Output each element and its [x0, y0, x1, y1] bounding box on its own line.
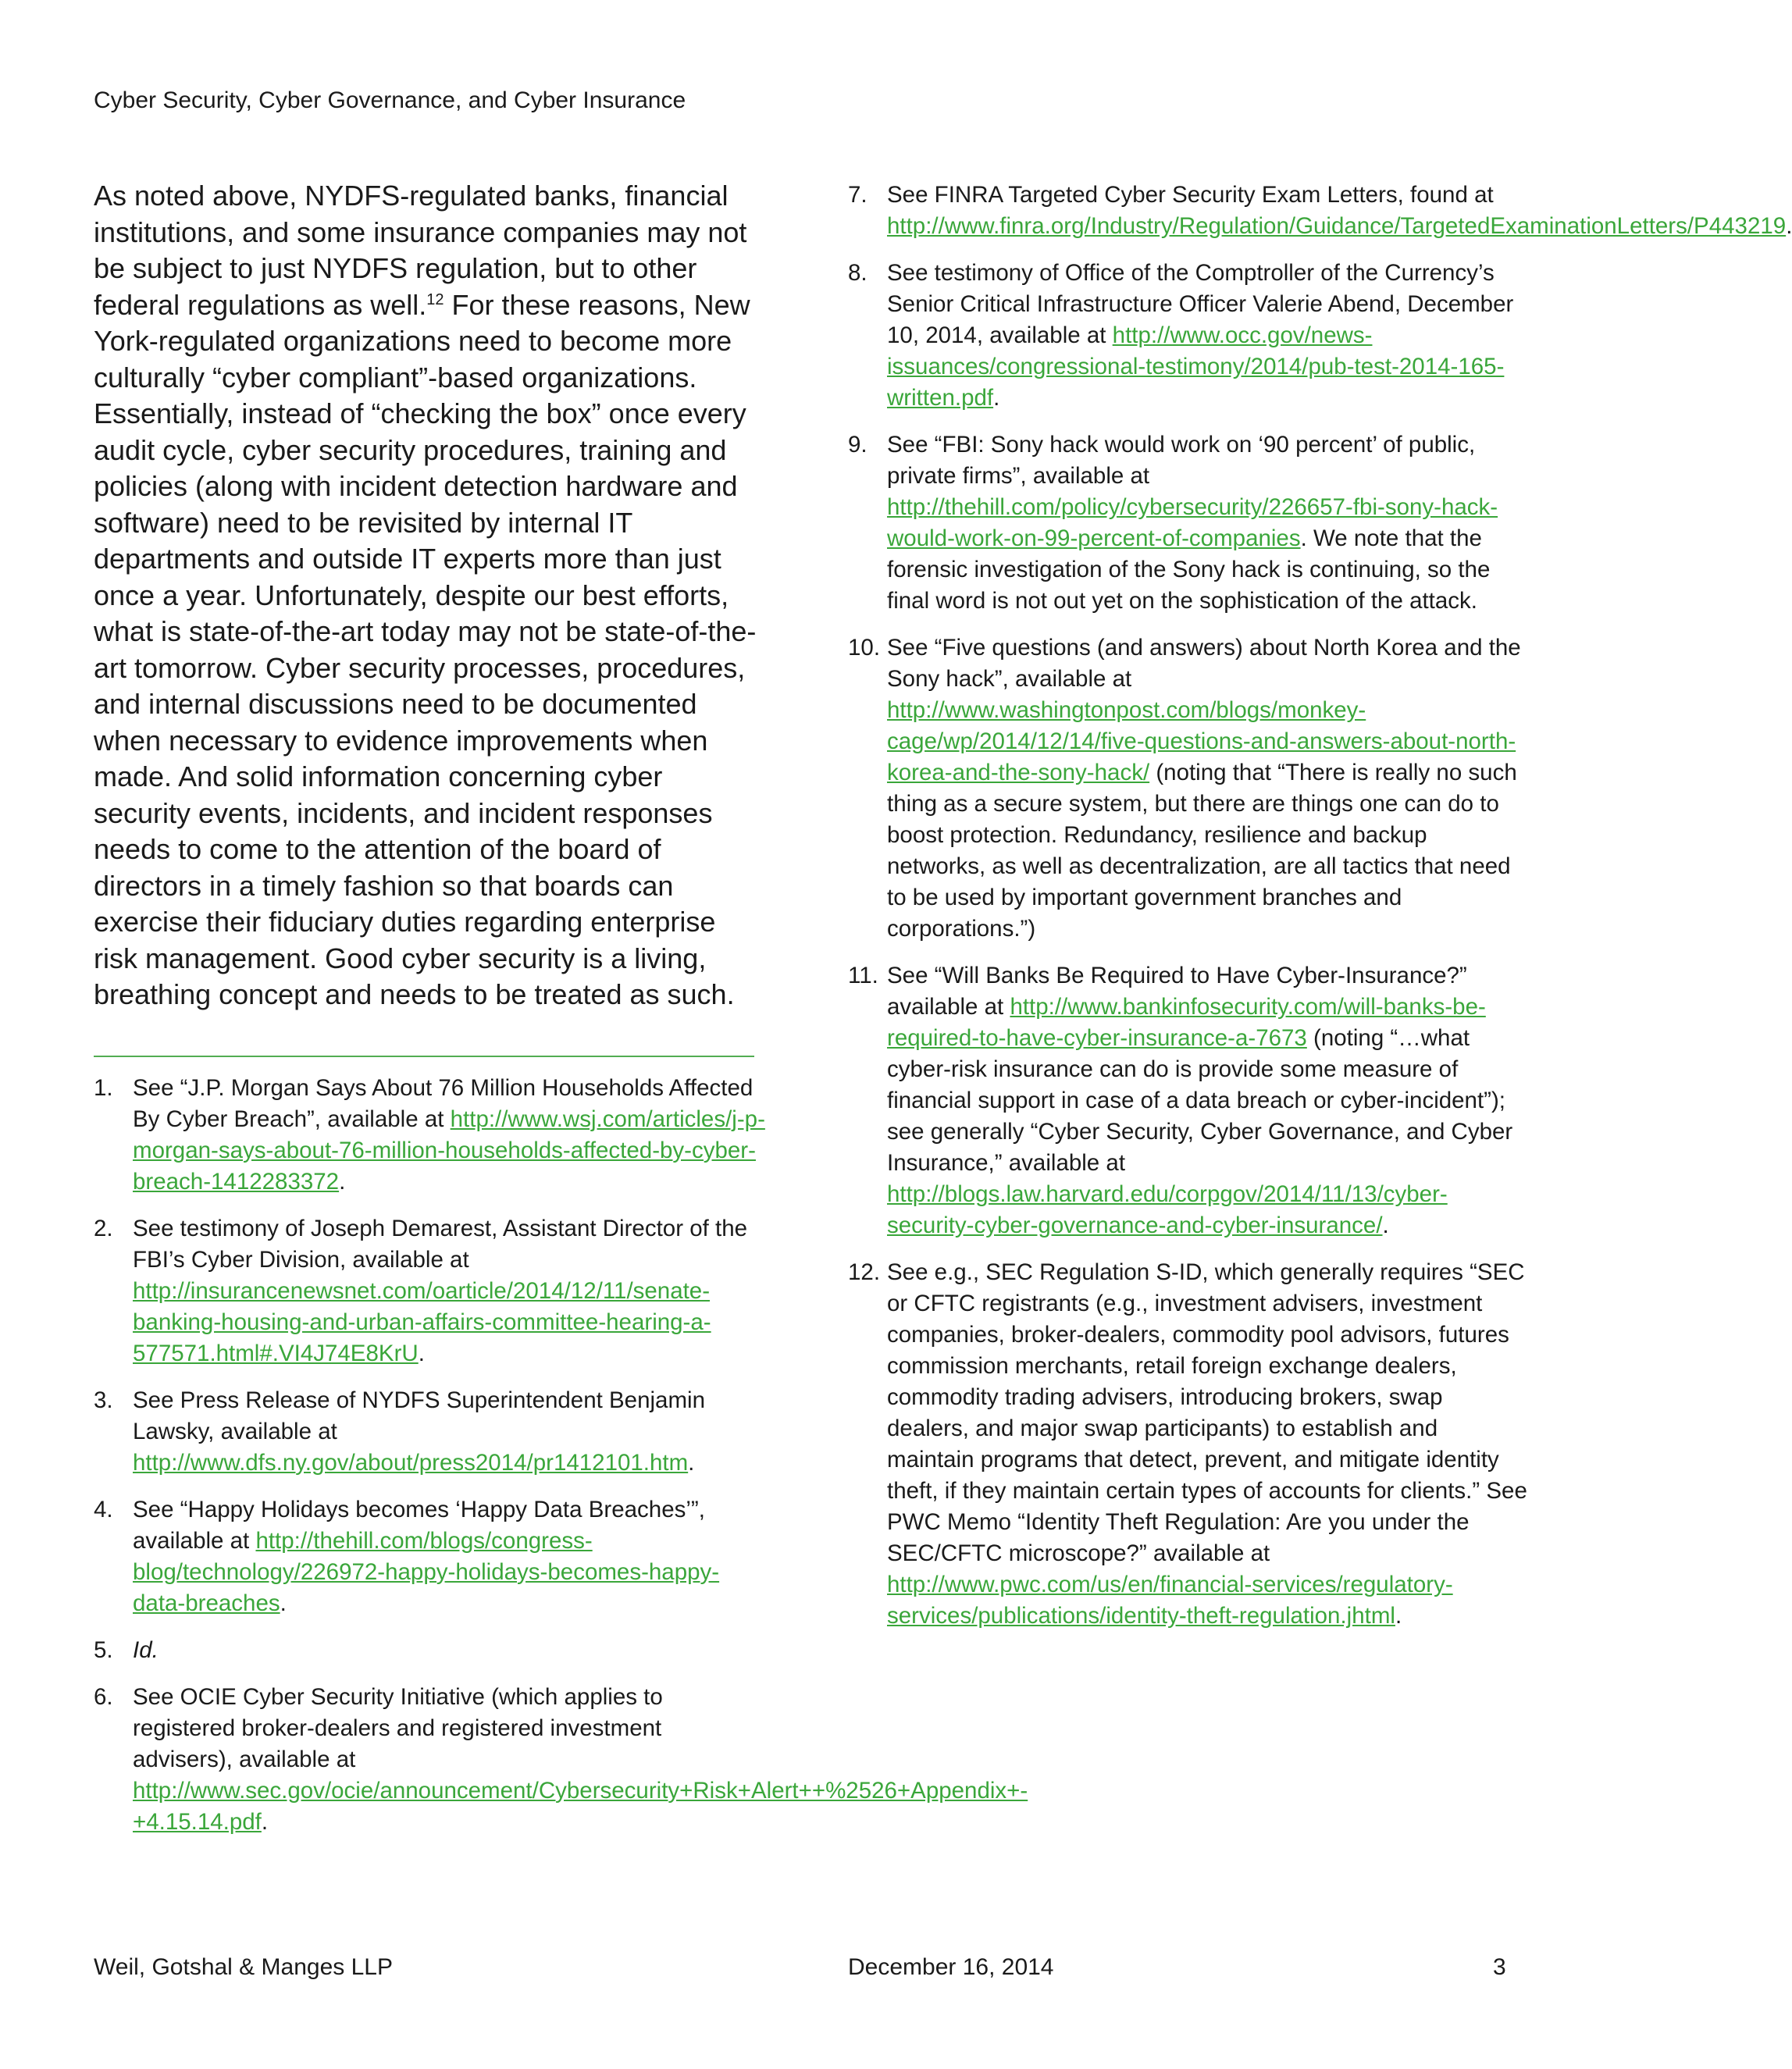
footnote-number: 2.: [94, 1215, 113, 1241]
footnote-11: [848, 960, 1527, 1241]
footnote-number: 9.: [848, 432, 867, 458]
footnote-text-end: .: [339, 1168, 346, 1195]
footnote-number: 5.: [94, 1636, 113, 1663]
footnote-text: See OCIE Cyber Security Initiative (which applies to registered broker-dealers and registered investment advisers), available at: [133, 1683, 663, 1772]
footer-date: December 16, 2014: [848, 1954, 1054, 1980]
footnote-text: See “FBI: Sony hack would work on ‘90 percent’ of public, private firms”, available at: [887, 432, 1476, 489]
footnote-text-end: .: [688, 1449, 695, 1476]
footnote-number: 10.: [848, 635, 881, 661]
footnote-text-end: (noting that “There is really no such thing as a secure system, but there are things one can do to boost protection. Redundancy, resilience and backup networks, as well as decentralization, are all tactics that need to be used by important government branches and corporations.”): [887, 760, 1517, 942]
footnote-text-mid: (noting “…what cyber-risk insurance can do is provide some measure of financial support in case of a data breach or cyber-incident”); see generally “Cyber Security, Cyber Governance, and Cyber Insurance,” available at: [887, 1025, 1513, 1176]
footnote-link[interactable]: http://www.occ.gov/news-issuances/congressional-testimony/2014/pub-test-2014-165-written.pdf: [887, 322, 1505, 411]
footnote-12: [848, 1257, 1527, 1632]
body-text-b: For these reasons, New York-regulated organizations need to become more culturally “cyber compliant”-based organizations. Essentially, instead of “checking the box” once every audit cycle, cyber security procedures, training and policies (along with incident detection hardware and software) need to be revisited by internal IT departments and outside IT experts more than just once a year. Unfortunately, despite our best efforts, what is state-of-the-art today may not be state-of-the-art tomorrow. Cyber security processes, procedures, and internal discussions need to be documented when necessary to evidence improvements when made. And solid information concerning cyber security events, incidents, and incident responses needs to come to the attention of the board of directors in a timely fashion so that boards can exercise their fiduciary duties regarding enterprise risk management. Good cyber security is a living, breathing concept and needs to be treated as such.: [94, 288, 757, 1010]
footnote-5: [94, 1635, 765, 1666]
footnote-text: See “Happy Holidays becomes ‘Happy Data Breaches’”, available at: [133, 1496, 705, 1554]
footnote-text-end: .: [1786, 213, 1792, 239]
body-paragraph: [94, 178, 765, 1013]
footnote-link[interactable]: http://www.pwc.com/us/en/financial-services/regulatory-services/publications/identity-theft-regulation.jhtml: [887, 1572, 1453, 1629]
footnote-text-end: .: [1382, 1213, 1389, 1238]
footnote-text-end: .: [1395, 1603, 1402, 1629]
footnote-8: [848, 258, 1527, 414]
footer-firm-name: Weil, Gotshal & Manges LLP: [94, 1954, 393, 1980]
footnote-number: 8.: [848, 260, 867, 286]
footnote-4: [94, 1494, 765, 1619]
footnote-link[interactable]: http://thehill.com/blogs/congress-blog/technology/226972-happy-holidays-becomes-happy-data-breaches: [133, 1527, 720, 1616]
footnote-2: [94, 1213, 765, 1369]
footnote-link[interactable]: http://www.sec.gov/ocie/announcement/Cybersecurity+Risk+Alert++%2526+Appendix+-+4.15.14.pdf: [133, 1777, 1028, 1835]
footnote-link[interactable]: http://www.washingtonpost.com/blogs/monkey-cage/wp/2014/12/14/five-questions-and-answers-about-north-korea-and-the-sony-hack/: [887, 697, 1516, 785]
footnotes-right: [848, 180, 1792, 1647]
footnote-text-end: .: [280, 1590, 287, 1616]
footnote-link[interactable]: http://www.bankinfosecurity.com/will-banks-be-required-to-have-cyber-insurance-a-7673: [887, 994, 1486, 1051]
footnote-text: See Press Release of NYDFS Superintendent Benjamin Lawsky, available at: [133, 1387, 705, 1444]
footnote-id-text: Id.: [133, 1636, 159, 1663]
footnotes-left: [94, 1073, 1028, 1838]
footnote-link[interactable]: http://www.dfs.ny.gov/about/press2014/pr1412101.htm: [133, 1449, 689, 1476]
footnote-6: [94, 1682, 1028, 1838]
footnote-divider: [94, 1056, 754, 1057]
footnote-10: [848, 632, 1527, 945]
body-text-a: As noted above, NYDFS-regulated banks, financial institutions, and some insurance companies may not be subject to just NYDFS regulation, but to other federal regulations as well.: [94, 180, 747, 321]
footnote-text: See testimony of Office of the Comptroller of the Currency’s Senior Critical Infrastructure Officer Valerie Abend, December 10, 2014, available at: [887, 260, 1514, 348]
left-column: [94, 178, 1028, 1854]
footnote-9: [848, 429, 1527, 617]
footnote-3: [94, 1385, 765, 1479]
footnote-7: [848, 180, 1792, 242]
footnote-text-end: .: [993, 385, 1000, 411]
footnote-number: 7.: [848, 182, 867, 208]
footnote-number: 4.: [94, 1496, 113, 1522]
footnote-text: See FINRA Targeted Cyber Security Exam Letters, found at: [887, 182, 1494, 208]
footnote-number: 1.: [94, 1074, 113, 1101]
footnote-number: 6.: [94, 1683, 113, 1710]
footnote-text-end: .: [261, 1808, 269, 1835]
footnote-ref: 12: [426, 290, 444, 308]
footnote-text-end: . We note that the forensic investigation of the Sony hack is continuing, so the final word is not out yet on the sophistication of the attack.: [887, 525, 1491, 614]
footnote-1: [94, 1073, 765, 1198]
footnote-text: See e.g., SEC Regulation S-ID, which generally requires “SEC or CFTC registrants (e.g., investment advisers, investment companies, broker-dealers, commodity pool advisors, futures commission merchants, retail foreign exchange dealers, commodity trading advisers, introducing brokers, swap dealers, and major swap participants) to establish and maintain programs that detect, prevent, and mitigate identity theft, if they maintain certain types of accounts for clients.” See PWC Memo “Identity Theft Regulation: Are you under the SEC/CFTC microscope?” available at: [887, 1259, 1527, 1566]
footnote-text: See “Five questions (and answers) about North Korea and the Sony hack”, available at: [887, 635, 1521, 692]
footnote-link[interactable]: http://www.wsj.com/articles/j-p-morgan-says-about-76-million-households-affected-by-cyber-breach-1412283372: [133, 1106, 765, 1195]
footnote-text-end: .: [418, 1340, 425, 1366]
footnote-link-2[interactable]: http://blogs.law.harvard.edu/corpgov/2014/11/13/cyber-security-cyber-governance-and-cyber-insurance/: [887, 1181, 1448, 1238]
footnote-number: 11.: [848, 963, 878, 988]
footnote-link[interactable]: http://www.finra.org/Industry/Regulation/Guidance/TargetedExaminationLetters/P443219: [887, 213, 1787, 239]
footnote-text: See testimony of Joseph Demarest, Assistant Director of the FBI’s Cyber Division, available at: [133, 1215, 748, 1273]
footnote-link[interactable]: http://thehill.com/policy/cybersecurity/226657-fbi-sony-hack-would-work-on-99-percent-of-companies: [887, 494, 1498, 551]
page-number: 3: [1493, 1954, 1506, 1980]
footnote-link[interactable]: http://insurancenewsnet.com/oarticle/2014/12/11/senate-banking-housing-and-urban-affairs-committee-hearing-a-577571.html#.VI4J74E8KrU: [133, 1277, 711, 1366]
footnote-number: 12.: [848, 1259, 881, 1285]
running-header: Cyber Security, Cyber Governance, and Cyber Insurance: [94, 87, 686, 113]
footnote-text: See “Will Banks Be Required to Have Cyber-Insurance?” available at: [887, 963, 1467, 1020]
footnote-text: See “J.P. Morgan Says About 76 Million Households Affected By Cyber Breach”, available at: [133, 1074, 753, 1132]
footnote-number: 3.: [94, 1387, 113, 1413]
